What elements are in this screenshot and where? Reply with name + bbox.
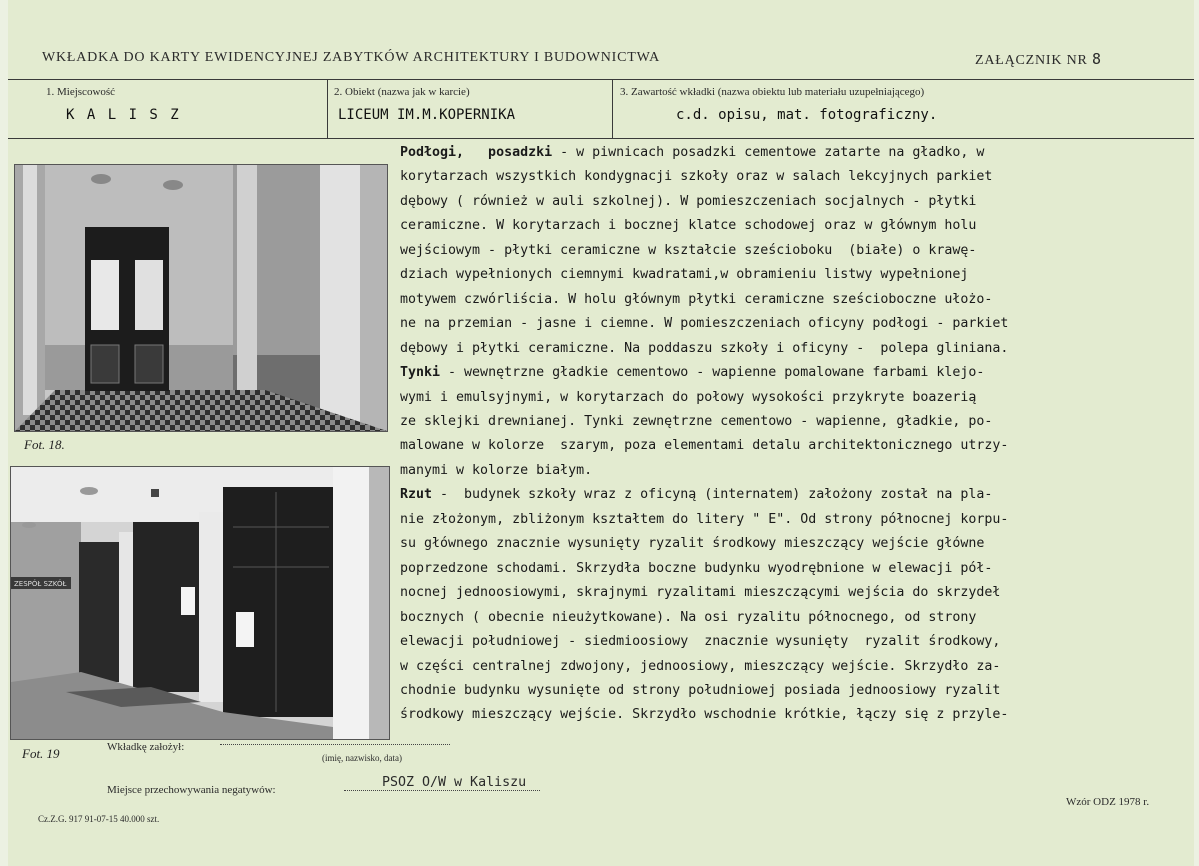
description-line: [400, 508, 1170, 532]
description-line-text: su głównego znacznie wysunięty ryzalit środkowy mieszczący wejście główne: [400, 536, 985, 552]
description-line-text: ceramiczne. W korytarzach i bocznej klatce schodowej oraz w głównym holu: [400, 218, 977, 234]
prepared-by-line: [220, 744, 450, 745]
photo-entrance-corridor-image: [11, 467, 389, 739]
description-line: [400, 190, 1170, 214]
description-line: [400, 483, 1170, 507]
section-heading: Rzut: [400, 487, 433, 503]
description-line-text: korytarzach wszystkich kondygnacji szkoły oraz w salach lekcyjnych parkiet: [400, 169, 993, 185]
description-line-text: malowane w kolorze szarym, poza elementami detalu architektonicznego utrzy-: [400, 438, 1009, 454]
description-line: [400, 386, 1170, 410]
description-line-text: chodnie budynku wysunięte od strony południowej posiada jednoosiowy ryzalit: [400, 682, 1001, 698]
description-line-text: nocnej jednoosiowymi, skrajnymi ryzalitami mieszczącymi wejścia do skrzydeł: [400, 585, 1001, 601]
photo1-caption: Fot. 18.: [24, 437, 65, 452]
description-line: [400, 703, 1170, 727]
description-line: [400, 606, 1170, 630]
header-rule-top: [8, 79, 1194, 80]
annex-number: 8: [1091, 50, 1102, 68]
description-line: [400, 165, 1170, 189]
description-line: [400, 263, 1170, 287]
object-label: 2. Obiekt (nazwa jak w karcie): [334, 86, 470, 98]
description-line-text: dębowy i płytki ceramiczne. Na poddaszu szkoły i oficyny - polepa gliniana.: [400, 340, 1009, 356]
description-text: [400, 141, 1170, 728]
description-line-text: wymi i emulsyjnymi, w korytarzach do połowy wysokości przykryte boazerią: [400, 389, 977, 405]
corridor-poster-text: ZESPÓŁ SZKÓŁ: [14, 580, 67, 588]
print-info: Cz.Z.G. 917 91-07-15 40.000 szt.: [38, 814, 160, 824]
description-line-text: elewacji południowej - siedmioosiowy znacznie wysunięty ryzalit środkowy,: [400, 634, 1001, 650]
description-line-text: - budynek szkoły wraz z oficyną (internatem) założony został na pla-: [432, 487, 993, 503]
description-line-text: manymi w kolorze białym.: [400, 462, 593, 478]
field-divider-1: [327, 79, 328, 138]
negatives-label: Miejsce przechowywania negatywów:: [107, 784, 276, 796]
section-heading: Tynki: [400, 365, 441, 381]
description-line-text: wejściowym - płytki ceramiczne w kształcie sześcioboku (białe) o krawę-: [400, 242, 977, 258]
form-template-label: Wzór ODZ 1978 r.: [1066, 796, 1150, 808]
description-line: [400, 141, 1170, 165]
section-heading: Podłogi, posadzki: [400, 145, 553, 160]
field-divider-2: [612, 79, 613, 138]
annex-label-text: ZAŁĄCZNIK NR: [975, 53, 1088, 68]
form-title: WKŁADKA DO KARTY EWIDENCYJNEJ ZABYTKÓW ARCHITEKTURY I BUDOWNICTWA: [42, 50, 660, 65]
object-value: LICEUM IM.M.KOPERNIKA: [338, 107, 516, 123]
annex-label: [975, 50, 1102, 69]
content-label: 3. Zawartość wkładki (nazwa obiektu lub materiału uzupełniającego): [620, 86, 925, 98]
prepared-by-label: Wkładkę założył:: [107, 741, 185, 753]
description-line-text: dębowy ( również w auli szkolnej). W pomieszczeniach socjalnych - płytki: [400, 193, 977, 209]
photo-hall-doorway-image: [15, 165, 387, 431]
description-line-text: bocznych ( obecnie nieużytkowane). Na osi ryzalitu północnego, od strony: [400, 609, 977, 625]
description-line-text: - w piwnicach posadzki cementowe zatarte na gładko, w: [552, 145, 985, 160]
description-line: [400, 557, 1170, 581]
description-line-text: dziach wypełnionych ciemnymi kwadratami,w obramieniu listwy wypełnionej: [400, 267, 969, 283]
description-line-text: środkowy mieszczący wejście. Skrzydło wschodnie krótkie, łączy się z przyle-: [400, 707, 1009, 723]
photo2-caption: Fot. 19: [22, 746, 60, 761]
description-line: [400, 288, 1170, 312]
description-line-text: motywem czwórliścia. W holu głównym płytki ceramiczne sześcioboczne ułożo-: [400, 291, 993, 307]
locality-value: K A L I S Z: [66, 107, 181, 123]
photo-entrance-corridor: [10, 466, 390, 740]
description-line-text: ze sklejki drewnianej. Tynki zewnętrzne cementowo - wapienne, gładkie, po-: [400, 413, 993, 429]
description-line: [400, 655, 1170, 679]
description-line: [400, 630, 1170, 654]
description-line: [400, 679, 1170, 703]
name-date-label: (imię, nazwisko, data): [322, 753, 402, 763]
locality-label: 1. Miejscowość: [46, 86, 116, 98]
description-line: [400, 239, 1170, 263]
description-line-text: - wewnętrzne gładkie cementowo - wapienne pomalowane farbami klejo-: [440, 365, 985, 381]
description-line: [400, 361, 1170, 385]
header-rule-bottom: [8, 138, 1194, 139]
negatives-line: [344, 790, 540, 791]
description-line: [400, 459, 1170, 483]
description-line-text: poprzedzone schodami. Skrzydła boczne budynku wyodrębnione w elewacji pół-: [400, 560, 993, 576]
description-line: [400, 214, 1170, 238]
description-line: [400, 532, 1170, 556]
content-value: c.d. opisu, mat. fotograficzny.: [676, 107, 938, 123]
photo-hall-doorway: [14, 164, 388, 432]
negatives-value: PSOZ O/W w Kaliszu: [382, 775, 527, 790]
description-line: [400, 312, 1170, 336]
description-line-text: w części centralnej zdwojony, jednoosiowy, mieszczący wejście. Skrzydło za-: [400, 658, 1001, 674]
description-line: [400, 410, 1170, 434]
description-line: [400, 337, 1170, 361]
description-line: [400, 434, 1170, 458]
description-line-text: ne na przemian - jasne i ciemne. W pomieszczeniach oficyny podłogi - parkiet: [400, 316, 1009, 332]
description-line: [400, 581, 1170, 605]
description-line-text: nie złożonym, zbliżonym kształtem do litery " E". Od strony północnej korpu-: [400, 511, 1009, 527]
